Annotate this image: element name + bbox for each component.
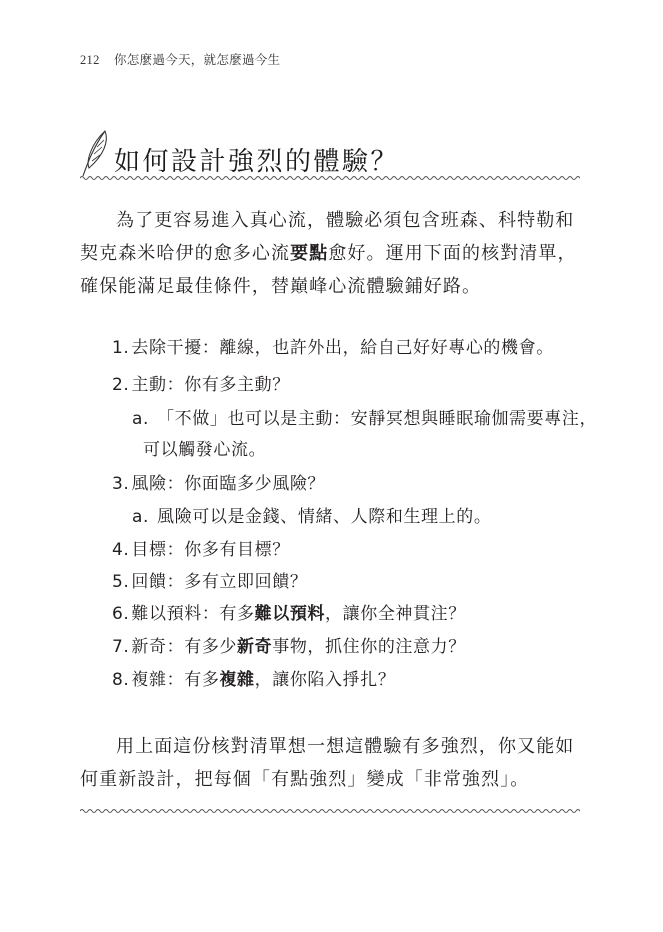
item-text-b: ，讓你陷入掙扎？ bbox=[254, 670, 396, 690]
checklist-item bbox=[112, 567, 307, 592]
item-text: 風險：你面臨多少風險？ bbox=[131, 474, 326, 494]
checklist-item bbox=[112, 632, 466, 657]
item-text-b: 事物，抓住你的注意力？ bbox=[272, 637, 466, 657]
section-title: 如何設計強烈的體驗？ bbox=[114, 147, 400, 177]
checklist-subitem bbox=[132, 502, 491, 527]
checklist-item bbox=[112, 333, 554, 358]
item-number: 1. bbox=[112, 338, 130, 358]
item-number: 8. bbox=[112, 670, 130, 690]
intro-bold: 要點 bbox=[290, 243, 329, 264]
item-number: 4. bbox=[112, 540, 130, 560]
item-text: 目標：你多有目標？ bbox=[131, 540, 290, 560]
wavy-divider-top bbox=[80, 174, 580, 182]
item-number: 5. bbox=[112, 572, 130, 592]
checklist-item bbox=[112, 469, 325, 494]
item-bold: 新奇 bbox=[237, 637, 273, 657]
wavy-divider-bottom bbox=[80, 807, 580, 815]
closing-paragraph: 用上面這份核對清單想一想這體驗有多強烈，你又能如何重新設計，把每個「有點強烈」變成「非常強烈」。 bbox=[80, 736, 575, 790]
item-number: 7. bbox=[112, 637, 130, 657]
checklist-item bbox=[112, 370, 290, 395]
item-text: 去除干擾：離線，也許外出，給自己好好專心的機會。 bbox=[131, 338, 554, 358]
item-text: 回饋：多有立即回饋？ bbox=[131, 572, 308, 592]
intro-text-1: 為了更容易進入真心流，體驗必須包含班森、科特勒和契克森米哈伊的愈多心流 bbox=[80, 210, 575, 264]
item-text-b: ，讓你全神貫注？ bbox=[325, 604, 466, 624]
checklist-subitem bbox=[132, 404, 597, 429]
running-header bbox=[80, 50, 280, 68]
item-letter: a. bbox=[132, 409, 150, 429]
feather-quill-icon bbox=[80, 128, 110, 178]
item-bold: 難以預料 bbox=[254, 604, 326, 624]
item-number: 2. bbox=[112, 375, 130, 395]
item-number: 3. bbox=[112, 474, 130, 494]
intro-text-2: 愈好。運用下面的核對清單，確保能滿足最佳條件，替巔峰心流體驗鋪好路。 bbox=[80, 243, 577, 297]
item-text-a: 複雜：有多 bbox=[131, 670, 220, 690]
item-text: 「不做」也可以是主動：安靜冥想與睡眠瑜伽需要專注， bbox=[157, 409, 598, 429]
page-number: 212 bbox=[80, 53, 100, 67]
item-number: 6. bbox=[112, 604, 130, 624]
item-bold: 複雜 bbox=[219, 670, 255, 690]
item-text-a: 難以預料：有多 bbox=[131, 604, 255, 624]
item-letter: a. bbox=[132, 507, 150, 527]
book-title: 你怎麼過今天，就怎麼過今生 bbox=[113, 52, 281, 67]
item-text: 主動：你有多主動？ bbox=[131, 375, 290, 395]
checklist-item bbox=[112, 599, 466, 624]
checklist-item bbox=[112, 665, 395, 690]
intro-paragraph bbox=[80, 204, 580, 303]
item-text: 風險可以是金錢、情緒、人際和生理上的。 bbox=[157, 507, 492, 527]
checklist-subitem-continued: 可以觸發心流。 bbox=[143, 440, 267, 460]
item-text-a: 新奇：有多少 bbox=[131, 637, 238, 657]
checklist-item bbox=[112, 535, 290, 560]
